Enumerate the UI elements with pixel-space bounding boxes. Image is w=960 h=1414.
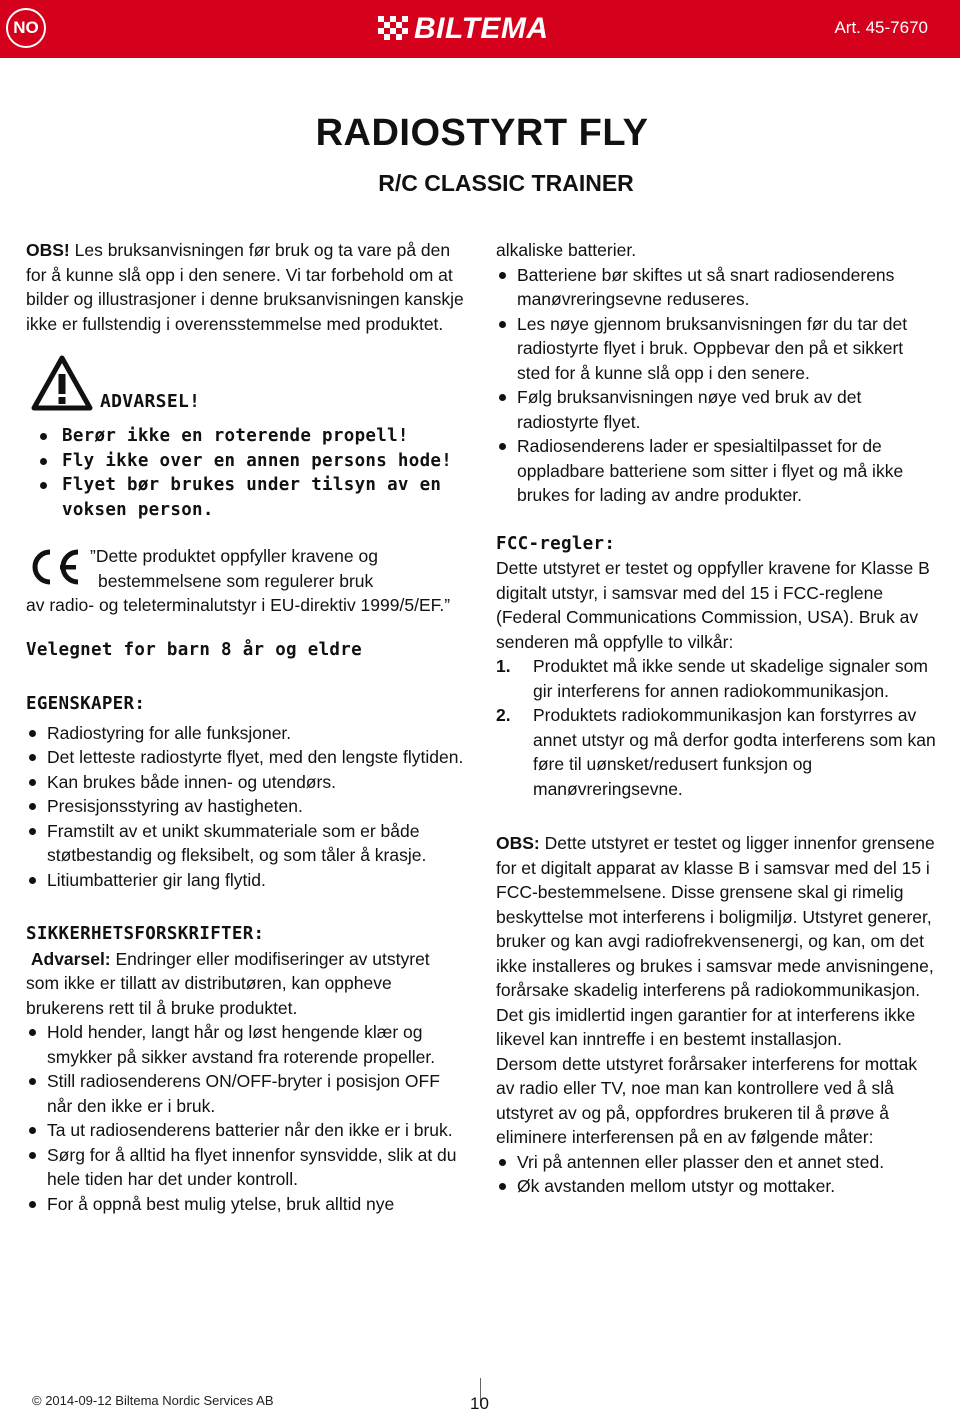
list-item: Framstilt av et unikt skummateriale som er både støtbestandig og fleksibelt, og som tåler å krasje. [26,819,466,868]
interference-paragraph: Dersom dette utstyret forårsaker interferens for mottak av radio eller TV, noe man kan kontrollere ved å slå utstyret av og på, oppfordres brukeren til å prøve å eliminere interferensen på en av følgende måter: [496,1053,918,1147]
list-item: Ta ut radiosenderens batterier når den ikke er i bruk. [26,1118,466,1143]
safety-list-continued [496,263,936,508]
list-item: Still radiosenderens ON/OFF-bryter i posisjon OFF når den ikke er i bruk. [26,1069,466,1118]
advarsel-label: Advarsel: [30,948,111,969]
list-item: Fly ikke over en annen persons hode! [26,449,466,474]
features-list [26,721,466,893]
warning-triangle-icon [30,354,94,412]
list-item: Flyet bør brukes under tilsyn av en voksen person. [26,473,466,522]
fcc-conditions [496,654,936,801]
list-item: Batteriene bør skiftes ut så snart radiosenderens manøvreringsevne reduseres. [496,263,936,312]
biltema-logo [378,13,549,45]
obs2-text: Dette utstyret er testet og ligger innenfor grensene for et digitalt apparat av klasse B i samsvar med del 15 i FCC-bestemmelsene. Disse grensene skal gi rimelig beskyttelse mot interferens i boligmiljø. Utstyret generer, bruker og kan avgi radiofrekvensenergi, og kan, om det ikke installeres og brukes i samsvar mede anvisningene, forårsake skadelig interferens på radiokommunikasjon. Det gis imidlertid ingen garantier for at interferens ikke likevel kan inntreffe i en bestemt installasjon. [496,833,935,1049]
page-subtitle: R/C CLASSIC TRAINER [378,170,634,196]
ce-text-line2: bestemmelsene som regulerer bruk [98,570,374,591]
list-item: Les nøye gjennom bruksanvisningen før du tar det radiostyrte flyet i bruk. Oppbevar den på et sikkert sted for å kunne slå opp i den senere. [496,312,936,386]
safety-intro [26,947,466,1021]
continuation-text: alkaliske batterier. [496,240,637,260]
list-item [496,654,936,703]
left-column [26,238,466,1216]
features-heading: EGENSKAPER: [26,694,146,714]
obs2-label: OBS: [496,833,540,853]
list-item: Presisjonsstyring av hastigheten. [26,794,466,819]
copyright: © 2014-09-12 Biltema Nordic Services AB [32,1393,274,1408]
checkered-flag-icon [378,16,410,42]
list-item: Radiosenderens lader er spesialtilpasset for de oppladbare batteriene som sitter i flyet og må ikke brukes for lading av andre produkter. [496,434,936,508]
item-text: Produktet må ikke sende ut skadelige signaler som gir interferens for annen radiokommunikasjon. [533,656,928,701]
safety-heading: SIKKERHETSFORSKRIFTER: [26,924,265,944]
list-item: Vri på antennen eller plasser den et annet sted. [496,1150,936,1175]
right-column [496,238,936,1199]
advarsel-text: Endringer eller modifiseringer av utstyret som ikke er tillatt av distributøren, kan oppheve brukerens rett til å bruke produktet. [26,948,430,1018]
list-item: Kan brukes både innen- og utendørs. [26,770,466,795]
list-item: Følg bruksanvisningen nøye ved bruk av det radiostyrte flyet. [496,385,936,434]
list-item: Sørg for å alltid ha flyet innenfor synsvidde, slik at du hele tiden har det under kontroll. [26,1143,466,1192]
age-recommendation: Velegnet for barn 8 år og eldre [26,639,362,660]
list-item: Radiostyring for alle funksjoner. [26,721,466,746]
list-item: For å oppnå best mulig ytelse, bruk alltid nye [26,1192,466,1217]
item-text: Produktets radiokommunikasjon kan forstyrres av annet utstyr og må derfor godta interferens som kan føre til uønsket/redusert funksjon og manøvreringsevne. [533,705,936,799]
page-number: 10 [470,1394,489,1413]
header-bar [0,0,960,58]
logo-text: BILTEMA [414,12,549,45]
page-title: RADIOSTYRT FLY [315,112,649,154]
list-item: Berør ikke en roterende propell! [26,424,466,449]
warning-list [26,424,466,522]
ce-mark-icon [28,548,82,586]
ce-text-line1: ”Dette produktet oppfyller kravene og [90,546,378,566]
interference-list [496,1150,936,1199]
obs-label: OBS! [26,240,70,260]
article-number: Art. 45-7670 [834,18,928,37]
item-number: 1. [496,656,511,676]
list-item: Øk avstanden mellom utstyr og mottaker. [496,1174,936,1199]
fcc-heading: FCC-regler: [496,533,616,554]
list-item [496,703,936,801]
intro-text: Les bruksanvisningen før bruk og ta vare på den for å kunne slå opp i den senere. Vi tar forbehold om at bilder og illustrasjoner i denne bruksanvisningen kanskje ikke er fullstendig i overensstemmelse med produktet. [26,240,464,334]
ce-text-rest: av radio- og teleterminalutstyr i EU-direktiv 1999/5/EF.” [26,595,451,615]
language-badge: NO [6,8,46,48]
item-number: 2. [496,705,511,725]
ce-declaration [26,544,466,618]
list-item: Det letteste radiostyrte flyet, med den lengste flytiden. [26,745,466,770]
obs-paragraph [496,831,936,1052]
safety-list [26,1020,466,1216]
list-item: Hold hender, langt hår og løst hengende klær og smykker på sikker avstand fra roterende propeller. [26,1020,466,1069]
intro-paragraph [26,238,466,336]
warning-header [26,354,466,412]
fcc-text: Dette utstyret er testet og oppfyller kravene for Klasse B digitalt utstyr, i samsvar med del 15 i FCC-reglene (Federal Communications Commission, USA). Bruk av senderen må oppfylle to vilkår: [496,558,930,652]
list-item: Litiumbatterier gir lang flytid. [26,868,466,893]
warning-title: ADVARSEL! [100,390,201,412]
